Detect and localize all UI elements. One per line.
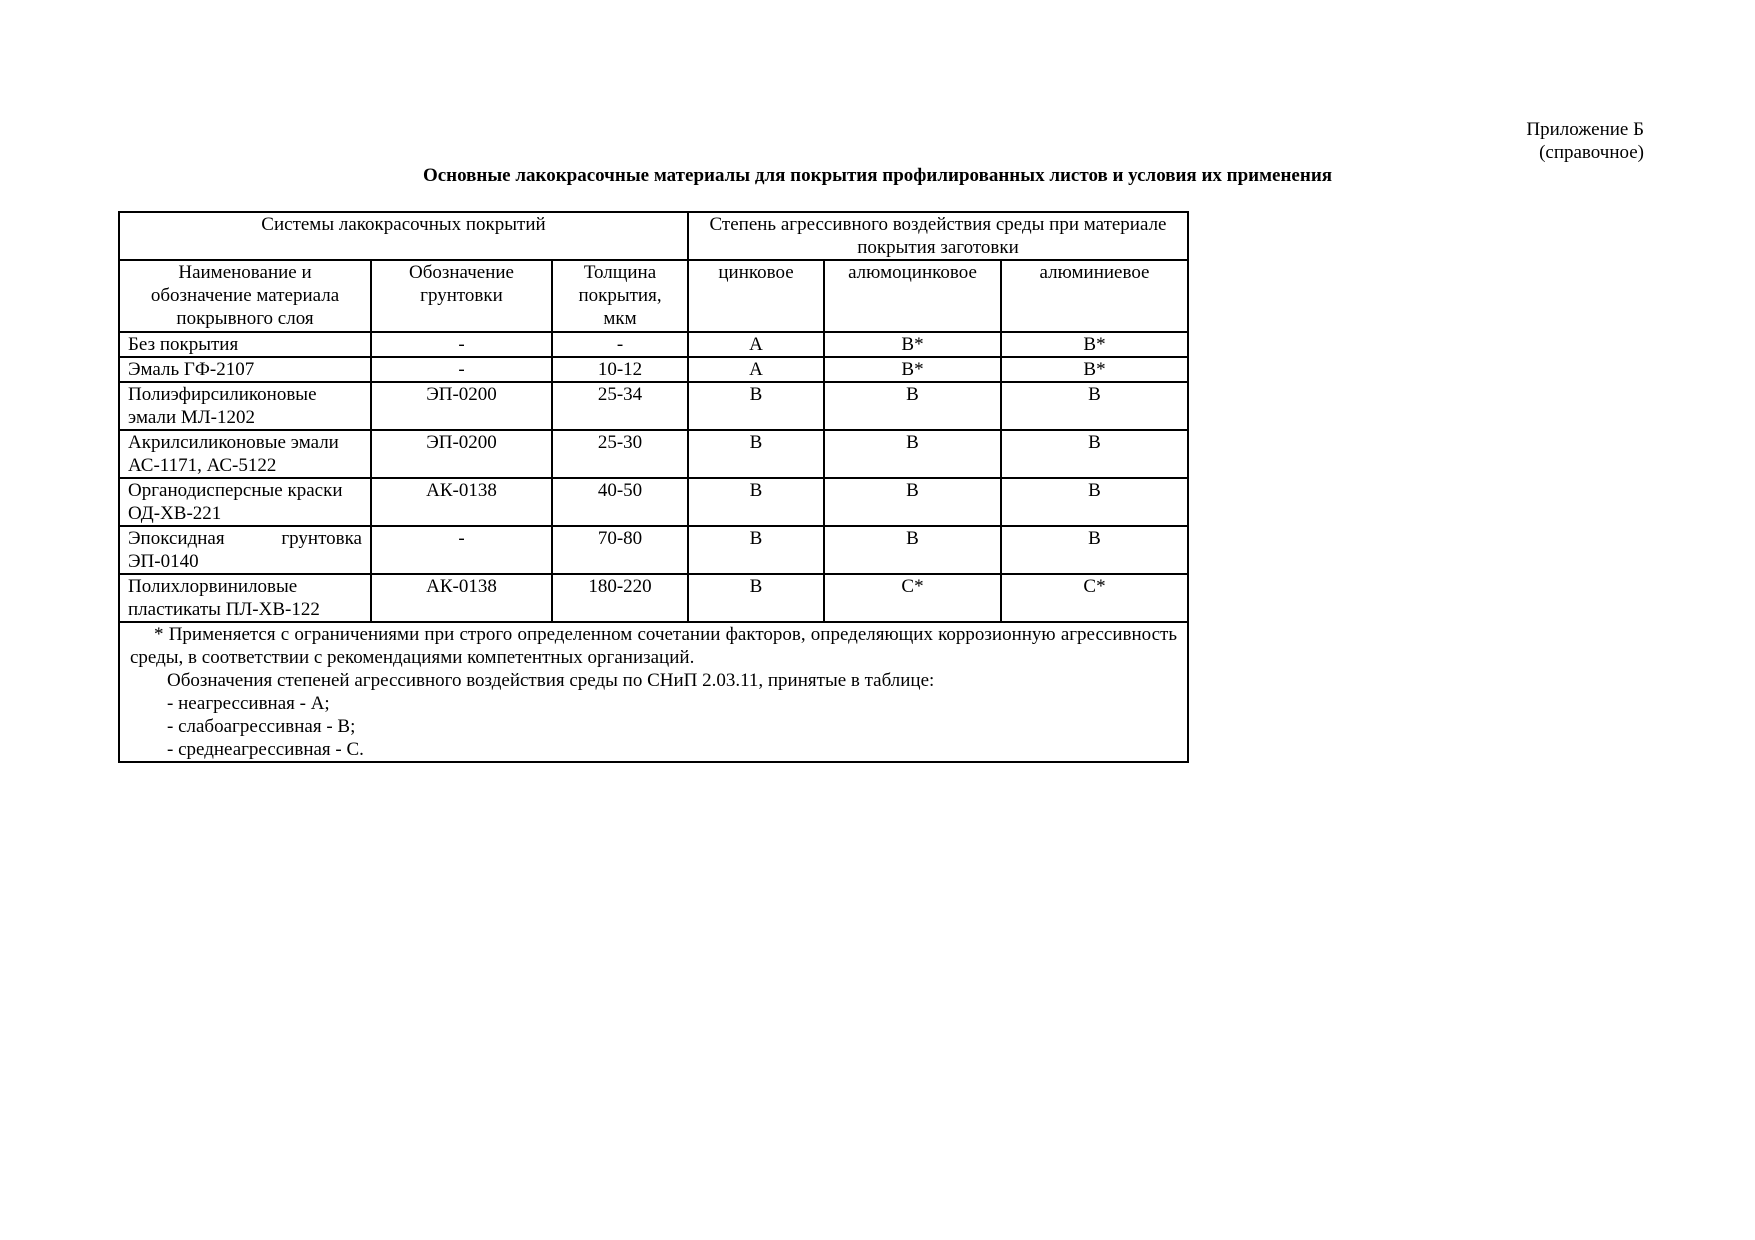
aluminum-cell: В: [1001, 382, 1188, 430]
coatings-table: [118, 211, 1189, 763]
zinc-cell: В: [688, 430, 824, 478]
thickness-cell: 180-220: [552, 574, 688, 622]
material-cell: Полихлорвиниловые пластикаты ПЛ-ХВ-122: [119, 574, 371, 622]
material-cell: Эмаль ГФ-2107: [119, 357, 371, 382]
table-row: [119, 357, 1188, 382]
table-row: [119, 574, 1188, 622]
legend-intro: Обозначения степеней агрессивного воздействия среды по СНиП 2.03.11, принятые в таблице:: [167, 670, 935, 691]
thickness-cell: 40-50: [552, 478, 688, 526]
zinc-cell: В: [688, 382, 824, 430]
material-cell: Органодисперсные краски ОД-ХВ-221: [119, 478, 371, 526]
thickness-cell: 10-12: [552, 357, 688, 382]
alumzinc-cell: С*: [824, 574, 1001, 622]
legend-item: - неагрессивная - А;: [167, 693, 330, 714]
alumzinc-cell: В*: [824, 332, 1001, 357]
alumzinc-column-header: алюмоцинковое: [824, 260, 1001, 332]
table-notes-cell: [119, 622, 1188, 762]
aluminum-cell: С*: [1001, 574, 1188, 622]
alumzinc-cell: В: [824, 382, 1001, 430]
aluminum-cell: В*: [1001, 332, 1188, 357]
zinc-cell: А: [688, 332, 824, 357]
alumzinc-cell: В*: [824, 357, 1001, 382]
aluminum-cell: В: [1001, 478, 1188, 526]
aluminum-column-header: алюминиевое: [1001, 260, 1188, 332]
alumzinc-cell: В: [824, 526, 1001, 574]
table-footer-row: [119, 622, 1188, 762]
zinc-cell: А: [688, 357, 824, 382]
legend-item: - среднеагрессивная - С.: [167, 739, 364, 760]
table-row: [119, 332, 1188, 357]
zinc-cell: В: [688, 574, 824, 622]
primer-cell: -: [371, 332, 552, 357]
table-group-header-row: [119, 212, 1188, 260]
primer-cell: -: [371, 526, 552, 574]
coatings-table-container: [118, 211, 1189, 763]
primer-cell: -: [371, 357, 552, 382]
legend-item: - слабоагрессивная - В;: [167, 716, 356, 737]
zinc-column-header: цинковое: [688, 260, 824, 332]
primer-cell: ЭП-0200: [371, 430, 552, 478]
thickness-cell: 25-30: [552, 430, 688, 478]
appendix-heading: [1526, 118, 1644, 164]
document-title: Основные лакокрасочные материалы для покрытия профилированных листов и условия их применения: [422, 165, 1333, 186]
material-column-header: Наименование и обозначение материала покрывного слоя: [119, 260, 371, 332]
aluminum-cell: В*: [1001, 357, 1188, 382]
material-cell: Без покрытия: [119, 332, 371, 357]
primer-cell: АК-0138: [371, 478, 552, 526]
material-cell: Полиэфирсиликоновые эмали МЛ-1202: [119, 382, 371, 430]
zinc-cell: В: [688, 526, 824, 574]
appendix-label: Приложение Б: [1526, 119, 1644, 140]
thickness-column-header: Толщина покрытия, мкм: [552, 260, 688, 332]
table-row: [119, 526, 1188, 574]
primer-cell: ЭП-0200: [371, 382, 552, 430]
thickness-cell: 70-80: [552, 526, 688, 574]
aluminum-cell: В: [1001, 526, 1188, 574]
appendix-note: (справочное): [1539, 142, 1644, 163]
alumzinc-cell: В: [824, 478, 1001, 526]
table-column-header-row: [119, 260, 1188, 332]
zinc-cell: В: [688, 478, 824, 526]
primer-cell: АК-0138: [371, 574, 552, 622]
alumzinc-cell: В: [824, 430, 1001, 478]
primer-column-header: Обозначение грунтовки: [371, 260, 552, 332]
systems-group-header: Системы лакокрасочных покрытий: [119, 212, 688, 260]
aluminum-cell: В: [1001, 430, 1188, 478]
thickness-cell: -: [552, 332, 688, 357]
table-row: [119, 478, 1188, 526]
table-row: [119, 382, 1188, 430]
material-cell: Акрилсиликоновые эмали АС-1171, АС-5122: [119, 430, 371, 478]
footnote-text: * Применяется с ограничениями при строго определенном сочетании факторов, определяющих коррозионную агрессивность среды, в соответствии с рекомендациями компетентных организаций.: [130, 624, 1178, 668]
table-row: [119, 430, 1188, 478]
aggression-group-header: Степень агрессивного воздействия среды при материале покрытия заготовки: [688, 212, 1188, 260]
thickness-cell: 25-34: [552, 382, 688, 430]
material-cell: Эпоксидная грунтовка ЭП-0140: [119, 526, 371, 574]
